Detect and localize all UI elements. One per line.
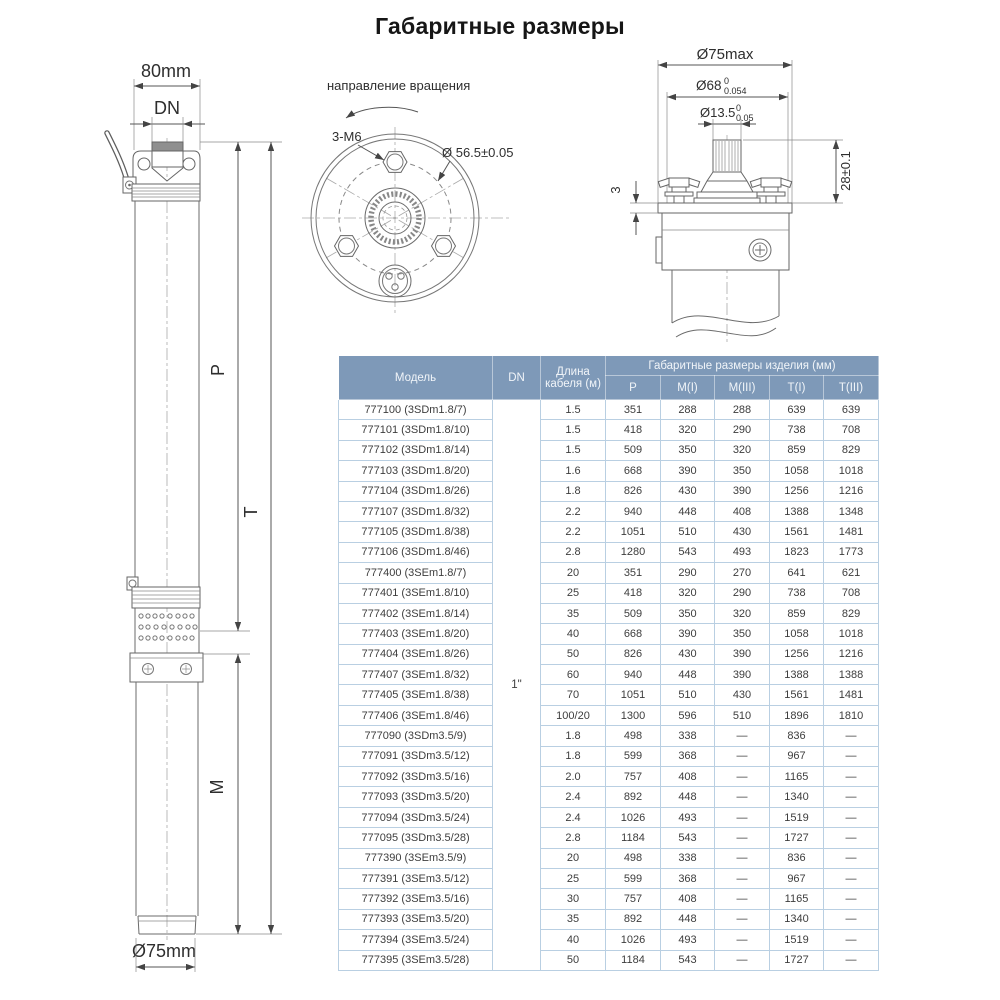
col-header-p: P xyxy=(606,376,661,400)
model-cell: 777094 (3SDm3.5/24) xyxy=(339,807,493,827)
value-cell: 1.8 xyxy=(541,746,606,766)
value-cell: 1348 xyxy=(824,501,879,521)
dim-68-label: Ø68 xyxy=(696,78,722,93)
value-cell: — xyxy=(715,807,770,827)
value-cell: 1481 xyxy=(824,522,879,542)
value-cell: 493 xyxy=(661,807,715,827)
value-cell: 599 xyxy=(606,868,661,888)
value-cell: 1280 xyxy=(606,542,661,562)
model-cell: 777406 (3SEm1.8/46) xyxy=(339,705,493,725)
value-cell: 1.5 xyxy=(541,440,606,460)
value-cell: 350 xyxy=(715,624,770,644)
value-cell: 599 xyxy=(606,746,661,766)
value-cell: — xyxy=(824,726,879,746)
value-cell: 390 xyxy=(715,481,770,501)
dim-135-lower-tol: 0.05 xyxy=(736,113,754,123)
value-cell: 1184 xyxy=(606,828,661,848)
value-cell: 668 xyxy=(606,624,661,644)
value-cell: — xyxy=(824,930,879,950)
value-cell: 1026 xyxy=(606,807,661,827)
value-cell: 2.8 xyxy=(541,542,606,562)
value-cell: 448 xyxy=(661,787,715,807)
value-cell: 543 xyxy=(661,828,715,848)
dim-135-label: Ø13.5 xyxy=(700,105,736,120)
col-header-m1: M(I) xyxy=(661,376,715,400)
model-cell: 777093 (3SDm3.5/20) xyxy=(339,787,493,807)
col-header-t3: T(III) xyxy=(824,376,879,400)
model-cell: 777407 (3SEm1.8/32) xyxy=(339,665,493,685)
value-cell: 351 xyxy=(606,400,661,420)
value-cell: 100/20 xyxy=(541,705,606,725)
rotation-caption: направление вращения xyxy=(327,78,471,93)
value-cell: 708 xyxy=(824,583,879,603)
value-cell: 350 xyxy=(715,461,770,481)
table-row xyxy=(339,726,879,746)
model-cell: 777104 (3SDm1.8/26) xyxy=(339,481,493,501)
value-cell: — xyxy=(824,909,879,929)
table-row xyxy=(339,950,879,970)
value-cell: 1340 xyxy=(770,787,824,807)
value-cell: 338 xyxy=(661,848,715,868)
value-cell: 448 xyxy=(661,909,715,929)
value-cell: 892 xyxy=(606,787,661,807)
value-cell: 50 xyxy=(541,644,606,664)
value-cell: 320 xyxy=(661,583,715,603)
value-cell: 510 xyxy=(715,705,770,725)
value-cell: 940 xyxy=(606,501,661,521)
value-cell: — xyxy=(824,746,879,766)
value-cell: 418 xyxy=(606,420,661,440)
value-cell: 1810 xyxy=(824,705,879,725)
value-cell: 390 xyxy=(715,644,770,664)
value-cell: 390 xyxy=(661,624,715,644)
value-cell: 35 xyxy=(541,909,606,929)
value-cell: 290 xyxy=(715,420,770,440)
value-cell: 368 xyxy=(661,868,715,888)
rotation-arrow xyxy=(346,107,418,118)
value-cell: 1388 xyxy=(770,665,824,685)
model-cell: 777392 (3SEm3.5/16) xyxy=(339,889,493,909)
value-cell: 757 xyxy=(606,767,661,787)
value-cell: 641 xyxy=(770,563,824,583)
pump-shaft xyxy=(713,140,741,172)
value-cell: 1051 xyxy=(606,522,661,542)
dim-t-label: T xyxy=(241,506,261,518)
model-cell: 777092 (3SDm3.5/16) xyxy=(339,767,493,787)
value-cell: 1519 xyxy=(770,807,824,827)
model-cell: 777095 (3SDm3.5/28) xyxy=(339,828,493,848)
terminal-wing-nut xyxy=(658,178,699,203)
value-cell: 20 xyxy=(541,848,606,868)
table-row xyxy=(339,889,879,909)
value-cell: 1165 xyxy=(770,889,824,909)
table-row xyxy=(339,705,879,725)
model-cell: 777103 (3SDm1.8/20) xyxy=(339,461,493,481)
value-cell: 338 xyxy=(661,726,715,746)
value-cell: 430 xyxy=(715,522,770,542)
model-cell: 777394 (3SEm3.5/24) xyxy=(339,930,493,950)
value-cell: 1823 xyxy=(770,542,824,562)
col-header-t1: T(I) xyxy=(770,376,824,400)
value-cell: 509 xyxy=(606,440,661,460)
table-row xyxy=(339,909,879,929)
pump-head-view-drawing xyxy=(610,40,900,350)
dim-80mm-label: 80mm xyxy=(140,61,192,81)
value-cell: 2.4 xyxy=(541,807,606,827)
value-cell: 270 xyxy=(715,563,770,583)
value-cell: 1300 xyxy=(606,705,661,725)
dn-merged-cell: 1" xyxy=(493,400,541,971)
value-cell: 418 xyxy=(606,583,661,603)
value-cell: 1184 xyxy=(606,950,661,970)
value-cell: — xyxy=(824,807,879,827)
value-cell: 35 xyxy=(541,603,606,623)
table-row xyxy=(339,828,879,848)
value-cell: — xyxy=(824,950,879,970)
table-row xyxy=(339,685,879,705)
value-cell: 1388 xyxy=(770,501,824,521)
value-cell: 1216 xyxy=(824,644,879,664)
bolt-circle-label: Ø 56.5±0.05 xyxy=(442,145,514,160)
value-cell: — xyxy=(715,950,770,970)
model-cell: 777107 (3SDm1.8/32) xyxy=(339,501,493,521)
value-cell: — xyxy=(715,909,770,929)
table-row xyxy=(339,440,879,460)
value-cell: 20 xyxy=(541,563,606,583)
value-cell: 1256 xyxy=(770,644,824,664)
table-row xyxy=(339,665,879,685)
value-cell: 859 xyxy=(770,603,824,623)
value-cell: 708 xyxy=(824,420,879,440)
value-cell: 596 xyxy=(661,705,715,725)
value-cell: 1896 xyxy=(770,705,824,725)
value-cell: 430 xyxy=(715,685,770,705)
value-cell: 1026 xyxy=(606,930,661,950)
value-cell: 408 xyxy=(715,501,770,521)
dim-75mm-label: Ø75mm xyxy=(131,941,197,961)
value-cell: 40 xyxy=(541,930,606,950)
table-row xyxy=(339,400,879,420)
col-header-dn: DN xyxy=(493,356,541,400)
value-cell: 408 xyxy=(661,889,715,909)
value-cell: 2.2 xyxy=(541,501,606,521)
value-cell: 836 xyxy=(770,848,824,868)
value-cell: 498 xyxy=(606,848,661,868)
value-cell: 829 xyxy=(824,603,879,623)
table-row xyxy=(339,481,879,501)
value-cell: 350 xyxy=(661,603,715,623)
model-cell: 777395 (3SEm3.5/28) xyxy=(339,950,493,970)
table-row xyxy=(339,583,879,603)
table-row xyxy=(339,501,879,521)
value-cell: 1058 xyxy=(770,624,824,644)
value-cell: 639 xyxy=(770,400,824,420)
table-row xyxy=(339,603,879,623)
value-cell: 290 xyxy=(715,583,770,603)
value-cell: 320 xyxy=(715,440,770,460)
value-cell: 350 xyxy=(661,440,715,460)
value-cell: 967 xyxy=(770,746,824,766)
model-cell: 777393 (3SEm3.5/20) xyxy=(339,909,493,929)
value-cell: 1561 xyxy=(770,685,824,705)
dim-75max-label: Ø75max xyxy=(696,46,754,63)
value-cell: 1018 xyxy=(824,624,879,644)
value-cell: 1.8 xyxy=(541,481,606,501)
value-cell: 408 xyxy=(661,767,715,787)
value-cell: 1165 xyxy=(770,767,824,787)
value-cell: — xyxy=(715,726,770,746)
model-cell: 777390 (3SEm3.5/9) xyxy=(339,848,493,868)
value-cell: 1051 xyxy=(606,685,661,705)
value-cell: 2.0 xyxy=(541,767,606,787)
model-cell: 777404 (3SEm1.8/26) xyxy=(339,644,493,664)
value-cell: 448 xyxy=(661,665,715,685)
value-cell: 498 xyxy=(606,726,661,746)
value-cell: 1481 xyxy=(824,685,879,705)
table-body xyxy=(339,400,879,971)
page-title: Габаритные размеры xyxy=(375,13,625,39)
value-cell: 1773 xyxy=(824,542,879,562)
value-cell: 25 xyxy=(541,868,606,888)
value-cell: 2.2 xyxy=(541,522,606,542)
model-cell: 777403 (3SEm1.8/20) xyxy=(339,624,493,644)
value-cell: 543 xyxy=(661,950,715,970)
value-cell: 826 xyxy=(606,481,661,501)
model-cell: 777400 (3SEm1.8/7) xyxy=(339,563,493,583)
bolt-count-label: 3-М6 xyxy=(332,129,362,144)
table-row xyxy=(339,848,879,868)
table-row xyxy=(339,542,879,562)
dimensions-table xyxy=(338,355,879,971)
table-row xyxy=(339,461,879,481)
value-cell: 70 xyxy=(541,685,606,705)
value-cell: 859 xyxy=(770,440,824,460)
model-cell: 777402 (3SEm1.8/14) xyxy=(339,603,493,623)
value-cell: 940 xyxy=(606,665,661,685)
value-cell: — xyxy=(824,868,879,888)
value-cell: 543 xyxy=(661,542,715,562)
value-cell: 510 xyxy=(661,522,715,542)
model-cell: 777105 (3SDm1.8/38) xyxy=(339,522,493,542)
col-header-cable: Длина кабеля (м) xyxy=(541,356,606,400)
value-cell: — xyxy=(715,889,770,909)
value-cell: 509 xyxy=(606,603,661,623)
value-cell: 320 xyxy=(715,603,770,623)
table-row xyxy=(339,420,879,440)
value-cell: 493 xyxy=(661,930,715,950)
value-cell: 368 xyxy=(661,746,715,766)
model-cell: 777091 (3SDm3.5/12) xyxy=(339,746,493,766)
value-cell: 836 xyxy=(770,726,824,746)
value-cell: 1727 xyxy=(770,828,824,848)
value-cell: 60 xyxy=(541,665,606,685)
table-row xyxy=(339,624,879,644)
model-cell: 777102 (3SDm1.8/14) xyxy=(339,440,493,460)
value-cell: 25 xyxy=(541,583,606,603)
table-row xyxy=(339,930,879,950)
value-cell: 1519 xyxy=(770,930,824,950)
value-cell: — xyxy=(715,828,770,848)
value-cell: 30 xyxy=(541,889,606,909)
model-cell: 777090 (3SDm3.5/9) xyxy=(339,726,493,746)
value-cell: 288 xyxy=(715,400,770,420)
value-cell: 351 xyxy=(606,563,661,583)
table-row xyxy=(339,868,879,888)
value-cell: — xyxy=(824,767,879,787)
value-cell: 320 xyxy=(661,420,715,440)
dim-dn-label: DN xyxy=(154,98,180,118)
table-row xyxy=(339,767,879,787)
col-header-m3: M(III) xyxy=(715,376,770,400)
value-cell: — xyxy=(824,828,879,848)
value-cell: 390 xyxy=(661,461,715,481)
value-cell: 1.5 xyxy=(541,420,606,440)
model-cell: 777100 (3SDm1.8/7) xyxy=(339,400,493,420)
value-cell: 1256 xyxy=(770,481,824,501)
value-cell: 390 xyxy=(715,665,770,685)
model-cell: 777391 (3SEm3.5/12) xyxy=(339,868,493,888)
value-cell: — xyxy=(715,746,770,766)
model-cell: 777405 (3SEm1.8/38) xyxy=(339,685,493,705)
value-cell: 738 xyxy=(770,420,824,440)
value-cell: 430 xyxy=(661,644,715,664)
value-cell: 668 xyxy=(606,461,661,481)
value-cell: 829 xyxy=(824,440,879,460)
value-cell: — xyxy=(715,930,770,950)
value-cell: 40 xyxy=(541,624,606,644)
value-cell: 1561 xyxy=(770,522,824,542)
value-cell: 288 xyxy=(661,400,715,420)
dim-28-label: 28±0.1 xyxy=(838,151,853,191)
dim-m-label: M xyxy=(207,779,227,795)
col-header-group: Габаритные размеры изделия (мм) xyxy=(606,356,879,376)
value-cell: 1216 xyxy=(824,481,879,501)
dim-p-label: P xyxy=(208,363,228,377)
value-cell: 448 xyxy=(661,501,715,521)
value-cell: 639 xyxy=(824,400,879,420)
value-cell: — xyxy=(715,848,770,868)
col-header-model: Модель xyxy=(339,356,493,400)
value-cell: — xyxy=(824,787,879,807)
dim-135-upper-tol: 0 xyxy=(736,103,742,113)
value-cell: 621 xyxy=(824,563,879,583)
value-cell: 1058 xyxy=(770,461,824,481)
value-cell: 2.8 xyxy=(541,828,606,848)
value-cell: 738 xyxy=(770,583,824,603)
value-cell: — xyxy=(824,848,879,868)
value-cell: 1388 xyxy=(824,665,879,685)
value-cell: — xyxy=(715,868,770,888)
value-cell: — xyxy=(715,787,770,807)
value-cell: 1.5 xyxy=(541,400,606,420)
value-cell: — xyxy=(715,767,770,787)
value-cell: 1018 xyxy=(824,461,879,481)
dim-3-label: 3 xyxy=(608,186,623,194)
value-cell: 757 xyxy=(606,889,661,909)
value-cell: 430 xyxy=(661,481,715,501)
value-cell: 967 xyxy=(770,868,824,888)
table-row xyxy=(339,807,879,827)
value-cell: 892 xyxy=(606,909,661,929)
table-row xyxy=(339,787,879,807)
value-cell: 2.4 xyxy=(541,787,606,807)
value-cell: 290 xyxy=(661,563,715,583)
model-cell: 777101 (3SDm1.8/10) xyxy=(339,420,493,440)
value-cell: 50 xyxy=(541,950,606,970)
value-cell: 493 xyxy=(715,542,770,562)
value-cell: 1.8 xyxy=(541,726,606,746)
pump-rotation-view-drawing xyxy=(300,65,530,315)
model-cell: 777106 (3SDm1.8/46) xyxy=(339,542,493,562)
value-cell: — xyxy=(824,889,879,909)
value-cell: 1340 xyxy=(770,909,824,929)
dim-68-upper-tol: 0 xyxy=(724,76,730,86)
value-cell: 826 xyxy=(606,644,661,664)
pump-side-view-drawing xyxy=(100,50,300,980)
value-cell: 510 xyxy=(661,685,715,705)
value-cell: 1727 xyxy=(770,950,824,970)
dim-68-lower-tol: 0.054 xyxy=(724,86,747,96)
model-cell: 777401 (3SEm1.8/10) xyxy=(339,583,493,603)
table-row xyxy=(339,746,879,766)
table-row xyxy=(339,522,879,542)
table-row xyxy=(339,563,879,583)
value-cell: 1.6 xyxy=(541,461,606,481)
table-row xyxy=(339,644,879,664)
